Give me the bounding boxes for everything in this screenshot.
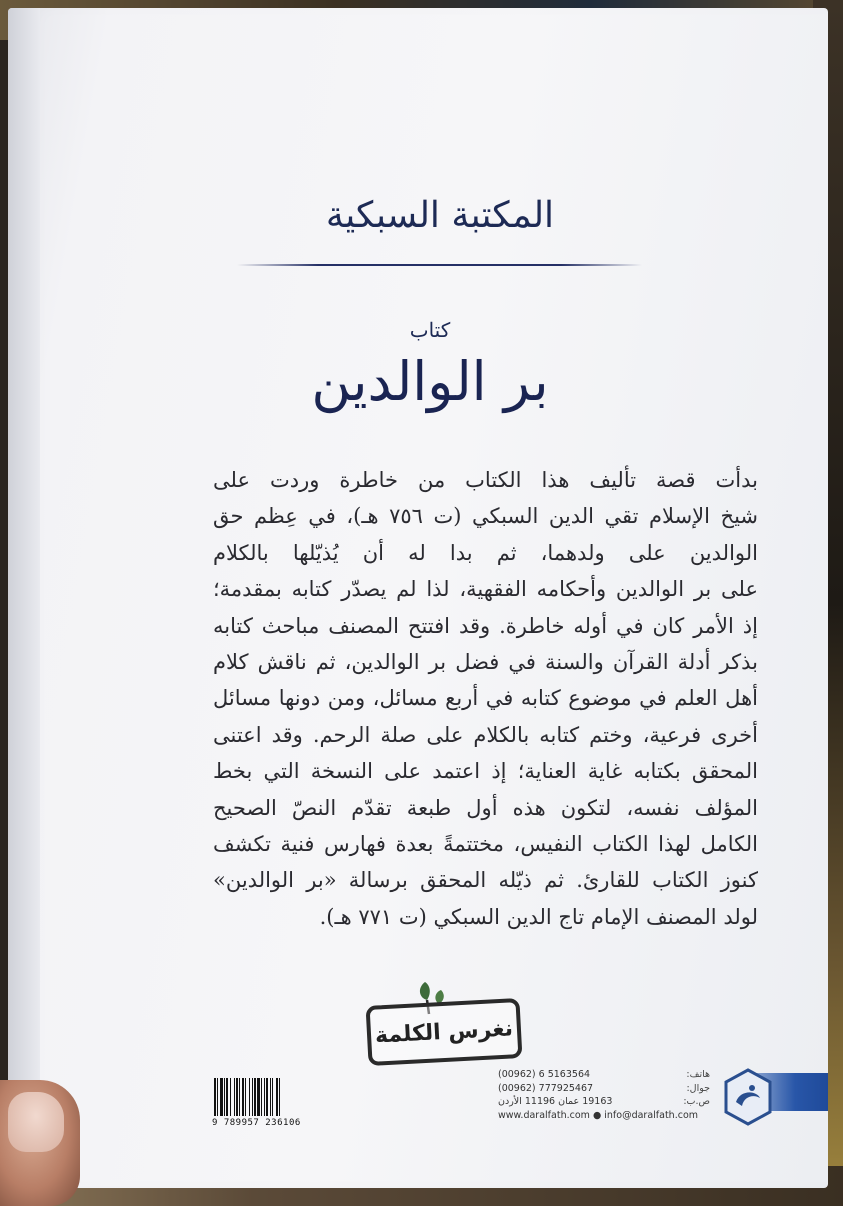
- divider-line: [237, 264, 642, 266]
- mobile-label: جوال:: [686, 1082, 710, 1094]
- description-line: بدأت قصة تأليف هذا الكتاب من خاطرة وردت على: [213, 468, 758, 492]
- isbn-number: 9 789957 236106: [212, 1118, 301, 1128]
- contact-phone-row: [498, 1068, 710, 1082]
- description-line: المؤلف نفسه، لتكون هذه أول طبعة تقدّم النصّ الصحيح: [213, 795, 758, 820]
- series-logo: [365, 980, 515, 1060]
- website-link: www.daralfath.com: [498, 1109, 590, 1121]
- description-line: على بر الوالدين وأحكامه الفقهية، لذا لم يصدّر كتابه بمقدمة؛: [213, 577, 758, 602]
- email-link: info@daralfath.com: [604, 1109, 699, 1121]
- mobile-number: (00962) 777925467: [498, 1082, 594, 1094]
- description-line: إذ الأمر كان في أوله خاطرة. وقد افتتح المصنف مباحث كتابه: [213, 613, 758, 638]
- book-spine-edge: [8, 8, 40, 1188]
- pobox-value: 19163 عمان 11196 الأردن: [498, 1096, 613, 1107]
- description-line: المحقق بكتابه غاية العناية؛ إذ اعتمد على النسخة التي بخط: [213, 759, 758, 784]
- description-line: بذكر أدلة القرآن والسنة في فضل بر الوالدين، ثم ناقش كلام: [213, 650, 758, 675]
- bullet-separator: ●: [592, 1109, 605, 1121]
- book-label: كتاب: [409, 318, 451, 342]
- contact-mobile-row: [498, 1082, 710, 1096]
- contact-web-row: [498, 1109, 710, 1123]
- publisher-contact: [498, 1068, 710, 1122]
- series-logo-text: نغرس الكلمة: [366, 998, 523, 1066]
- thumb-nail: [8, 1092, 64, 1152]
- description-line: لولد المصنف الإمام تاج الدين السبكي (ت ٧٧١ هـ).: [319, 904, 758, 929]
- library-title: المكتبة السبكية: [325, 195, 555, 236]
- pobox-label: ص.ب:: [683, 1096, 710, 1107]
- description-line: أهل العلم في موضوع كتابه في أربع مسائل، ومن دونها مسائل: [213, 686, 758, 711]
- contact-pobox-row: [498, 1095, 710, 1109]
- publisher-logo-icon: [722, 1068, 774, 1126]
- book-description: [213, 462, 758, 935]
- description-line: شيخ الإسلام تقي الدين السبكي (ت ٧٥٦ هـ)، في عِظم حق: [213, 504, 759, 529]
- description-line: الكامل لهذا الكتاب النفيس، مختتمةً بعدة فهارس فنية تكشف: [213, 832, 758, 857]
- description-line: الوالدين على ولدهما، ثم بدا له أن يُذيّلها بالكلام: [213, 540, 758, 565]
- phone-label: هاتف:: [686, 1069, 710, 1080]
- book-title: بر الوالدين: [311, 350, 549, 413]
- description-line: كنوز الكتاب للقارئ. ثم ذيّله المحقق برسالة «بر الوالدين»: [213, 868, 758, 893]
- phone-number: (00962) 6 5163564: [498, 1069, 591, 1080]
- description-line: أخرى فرعية، وختم كتابه بالكلام على صلة الرحم. وقد اعتنى: [213, 722, 758, 747]
